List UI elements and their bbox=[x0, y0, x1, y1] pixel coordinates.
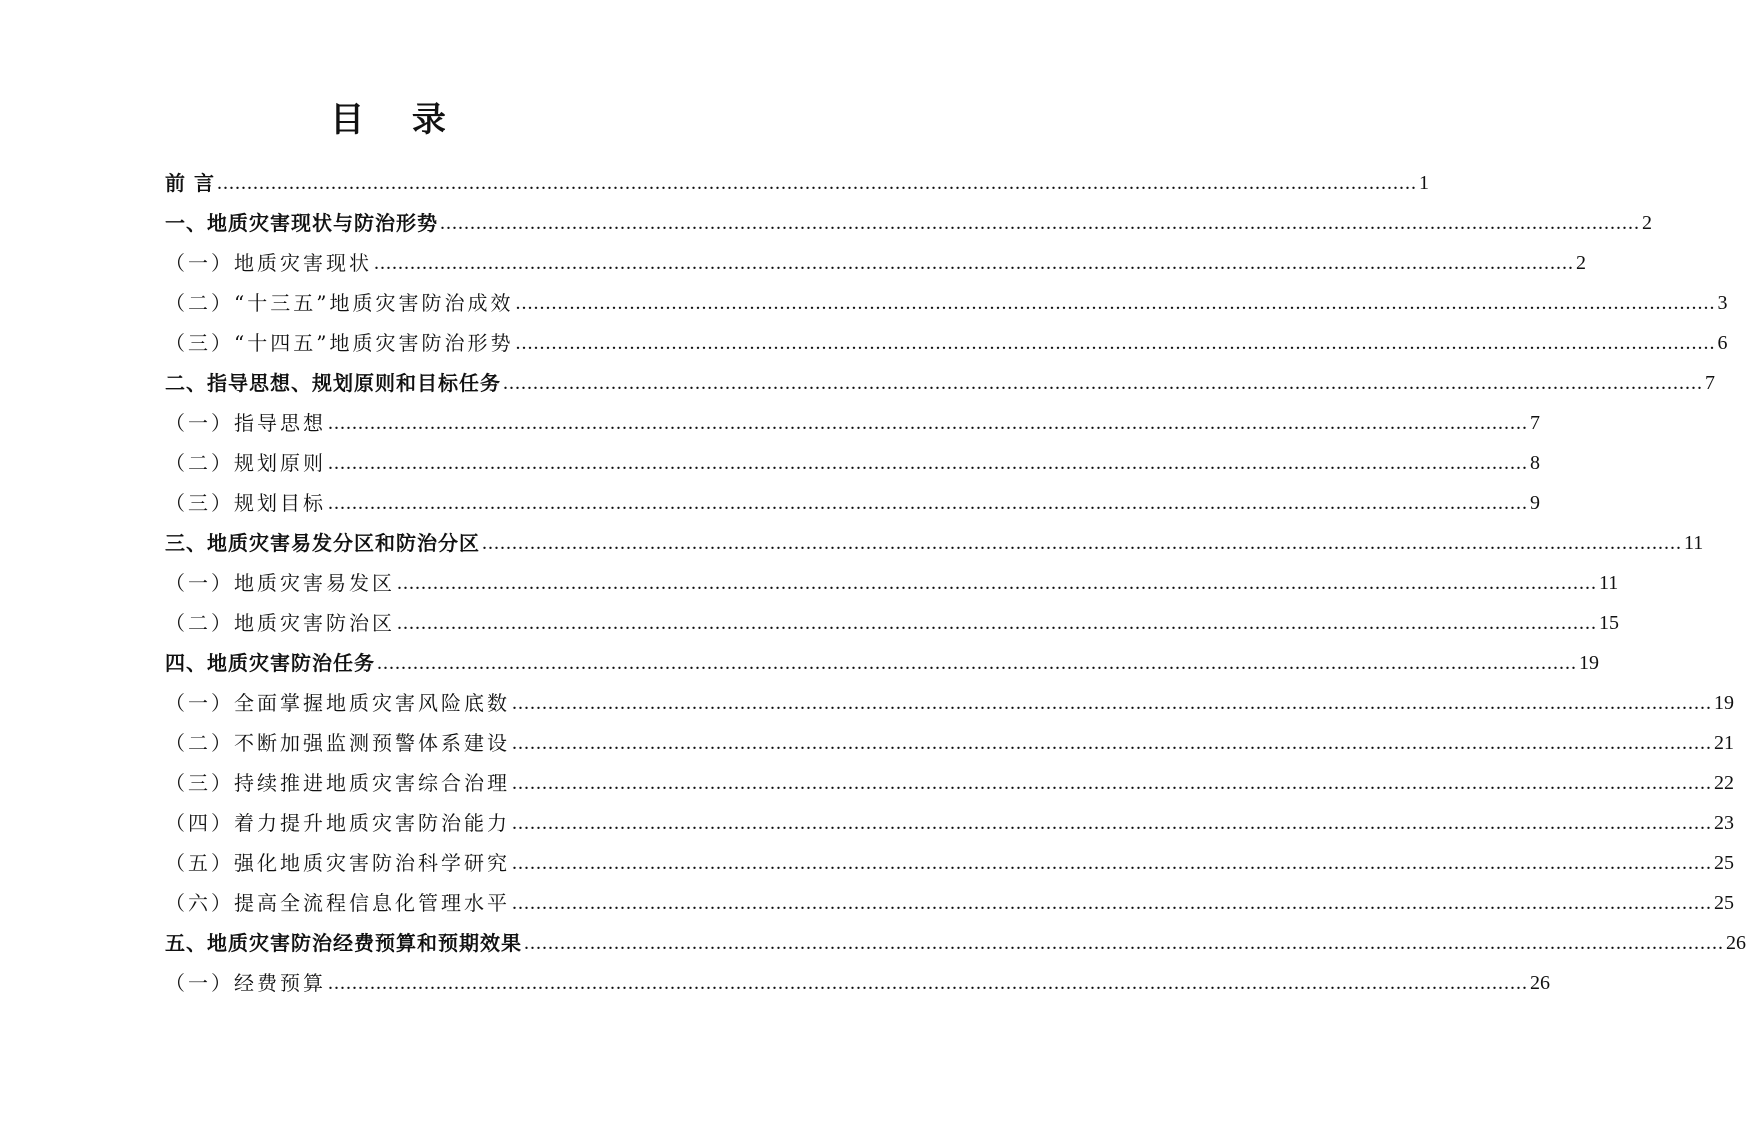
toc-entry-page-number: 15 bbox=[1599, 612, 1619, 634]
dot-leader: ........................................................................................................................................................................................................ bbox=[503, 372, 1703, 394]
dot-leader: ........................................................................................................................................................................................................ bbox=[328, 972, 1528, 994]
toc-section-entry[interactable] bbox=[165, 323, 1728, 363]
toc-entry-label: （一）地质灾害现状 bbox=[165, 251, 372, 275]
toc-entry-page-number: 6 bbox=[1717, 332, 1728, 354]
dot-leader: ........................................................................................................................................................................................................ bbox=[377, 652, 1577, 674]
dot-leader: ........................................................................................................................................................................................................ bbox=[512, 732, 1712, 754]
toc-entry-page-number: 1 bbox=[1418, 172, 1429, 194]
toc-entry-page-number: 11 bbox=[1599, 572, 1619, 594]
toc-section-entry[interactable] bbox=[165, 963, 1550, 1003]
toc-entry-page-number: 8 bbox=[1530, 452, 1540, 474]
toc-entry-label: 二、指导思想、规划原则和目标任务 bbox=[165, 371, 501, 395]
toc-chapter-entry[interactable] bbox=[165, 523, 1704, 563]
toc-entry-page-number: 7 bbox=[1705, 372, 1715, 394]
toc-section-entry[interactable] bbox=[165, 403, 1540, 443]
dot-leader: ........................................................................................................................................................................................................ bbox=[397, 572, 1597, 594]
dot-leader: ........................................................................................................................................................................................................ bbox=[512, 892, 1712, 914]
toc-chapter-entry[interactable] bbox=[165, 203, 1652, 243]
dot-leader: ........................................................................................................................................................................................................ bbox=[512, 772, 1712, 794]
toc-entry-label: （一）全面掌握地质灾害风险底数 bbox=[165, 691, 510, 715]
toc-entry-label: （一）地质灾害易发区 bbox=[165, 571, 395, 595]
dot-leader: ........................................................................................................................................................................................................ bbox=[512, 692, 1712, 714]
dot-leader: ........................................................................................................................................................................................................ bbox=[512, 812, 1712, 834]
toc-section-entry[interactable] bbox=[165, 243, 1586, 283]
toc-entry-label: （三）规划目标 bbox=[165, 491, 326, 515]
toc-entry-label: （六）提高全流程信息化管理水平 bbox=[165, 891, 510, 915]
page-title: 目 录 bbox=[330, 100, 464, 140]
toc-entry-label: （一）经费预算 bbox=[165, 971, 326, 995]
toc-section-entry[interactable] bbox=[165, 843, 1734, 883]
toc-entry-label: 一、地质灾害现状与防治形势 bbox=[165, 211, 438, 235]
dot-leader: ........................................................................................................................................................................................................ bbox=[524, 932, 1724, 954]
toc-entry-page-number: 22 bbox=[1714, 772, 1734, 794]
toc-chapter-entry[interactable] bbox=[165, 163, 1429, 203]
toc-entry-page-number: 11 bbox=[1684, 532, 1704, 554]
toc-entry-label: （一）指导思想 bbox=[165, 411, 326, 435]
toc-entry-page-number: 2 bbox=[1576, 252, 1586, 274]
toc-section-entry[interactable] bbox=[165, 603, 1619, 643]
dot-leader: ........................................................................................................................................................................................................ bbox=[515, 292, 1716, 314]
toc-section-entry[interactable] bbox=[165, 283, 1728, 323]
toc-entry-label: （二）规划原则 bbox=[165, 451, 326, 475]
toc-entry-page-number: 21 bbox=[1714, 732, 1734, 754]
toc-section-entry[interactable] bbox=[165, 723, 1734, 763]
toc-section-entry[interactable] bbox=[165, 483, 1540, 523]
toc-entry-label: 前 言 bbox=[165, 171, 215, 195]
dot-leader: ........................................................................................................................................................................................................ bbox=[512, 852, 1712, 874]
toc-section-entry[interactable] bbox=[165, 443, 1540, 483]
toc-entry-page-number: 2 bbox=[1642, 212, 1652, 234]
toc-entry-label: （二）不断加强监测预警体系建设 bbox=[165, 731, 510, 755]
toc-entry-label: （三）“十四五”地质灾害防治形势 bbox=[165, 331, 514, 355]
toc-entry-page-number: 26 bbox=[1726, 932, 1746, 954]
toc-entry-label: 四、地质灾害防治任务 bbox=[165, 651, 375, 675]
toc-chapter-entry[interactable] bbox=[165, 363, 1715, 403]
toc-entry-page-number: 26 bbox=[1530, 972, 1550, 994]
toc-entry-page-number: 7 bbox=[1530, 412, 1540, 434]
dot-leader: ........................................................................................................................................................................................................ bbox=[515, 332, 1716, 354]
toc-entry-page-number: 19 bbox=[1714, 692, 1734, 714]
toc-entry-label: （四）着力提升地质灾害防治能力 bbox=[165, 811, 510, 835]
dot-leader: ........................................................................................................................................................................................................ bbox=[482, 532, 1682, 554]
toc-entry-label: （三）持续推进地质灾害综合治理 bbox=[165, 771, 510, 795]
dot-leader: ........................................................................................................................................................................................................ bbox=[440, 212, 1640, 234]
dot-leader: ........................................................................................................................................................................................................ bbox=[328, 412, 1528, 434]
toc-chapter-entry[interactable] bbox=[165, 923, 1746, 963]
toc-entry-page-number: 25 bbox=[1714, 852, 1734, 874]
toc-section-entry[interactable] bbox=[165, 883, 1734, 923]
toc-entry-label: 三、地质灾害易发分区和防治分区 bbox=[165, 531, 480, 555]
toc-chapter-entry[interactable] bbox=[165, 643, 1599, 683]
toc-entry-label: 五、地质灾害防治经费预算和预期效果 bbox=[165, 931, 522, 955]
toc-section-entry[interactable] bbox=[165, 803, 1734, 843]
toc-entry-label: （二）地质灾害防治区 bbox=[165, 611, 395, 635]
dot-leader: ........................................................................................................................................................................................................ bbox=[328, 452, 1528, 474]
dot-leader: ........................................................................................................................................................................................................ bbox=[216, 172, 1417, 194]
toc-entry-page-number: 23 bbox=[1714, 812, 1734, 834]
toc-entry-label: （五）强化地质灾害防治科学研究 bbox=[165, 851, 510, 875]
toc-entry-page-number: 25 bbox=[1714, 892, 1734, 914]
toc-section-entry[interactable] bbox=[165, 563, 1619, 603]
dot-leader: ........................................................................................................................................................................................................ bbox=[397, 612, 1597, 634]
toc-section-entry[interactable] bbox=[165, 763, 1734, 803]
toc-entry-label: （二）“十三五”地质灾害防治成效 bbox=[165, 291, 514, 315]
dot-leader: ........................................................................................................................................................................................................ bbox=[374, 252, 1574, 274]
toc-entry-page-number: 9 bbox=[1530, 492, 1540, 514]
toc-entry-page-number: 3 bbox=[1717, 292, 1728, 314]
toc-section-entry[interactable] bbox=[165, 683, 1734, 723]
table-of-contents bbox=[165, 163, 1746, 1003]
toc-entry-page-number: 19 bbox=[1579, 652, 1599, 674]
dot-leader: ........................................................................................................................................................................................................ bbox=[328, 492, 1528, 514]
